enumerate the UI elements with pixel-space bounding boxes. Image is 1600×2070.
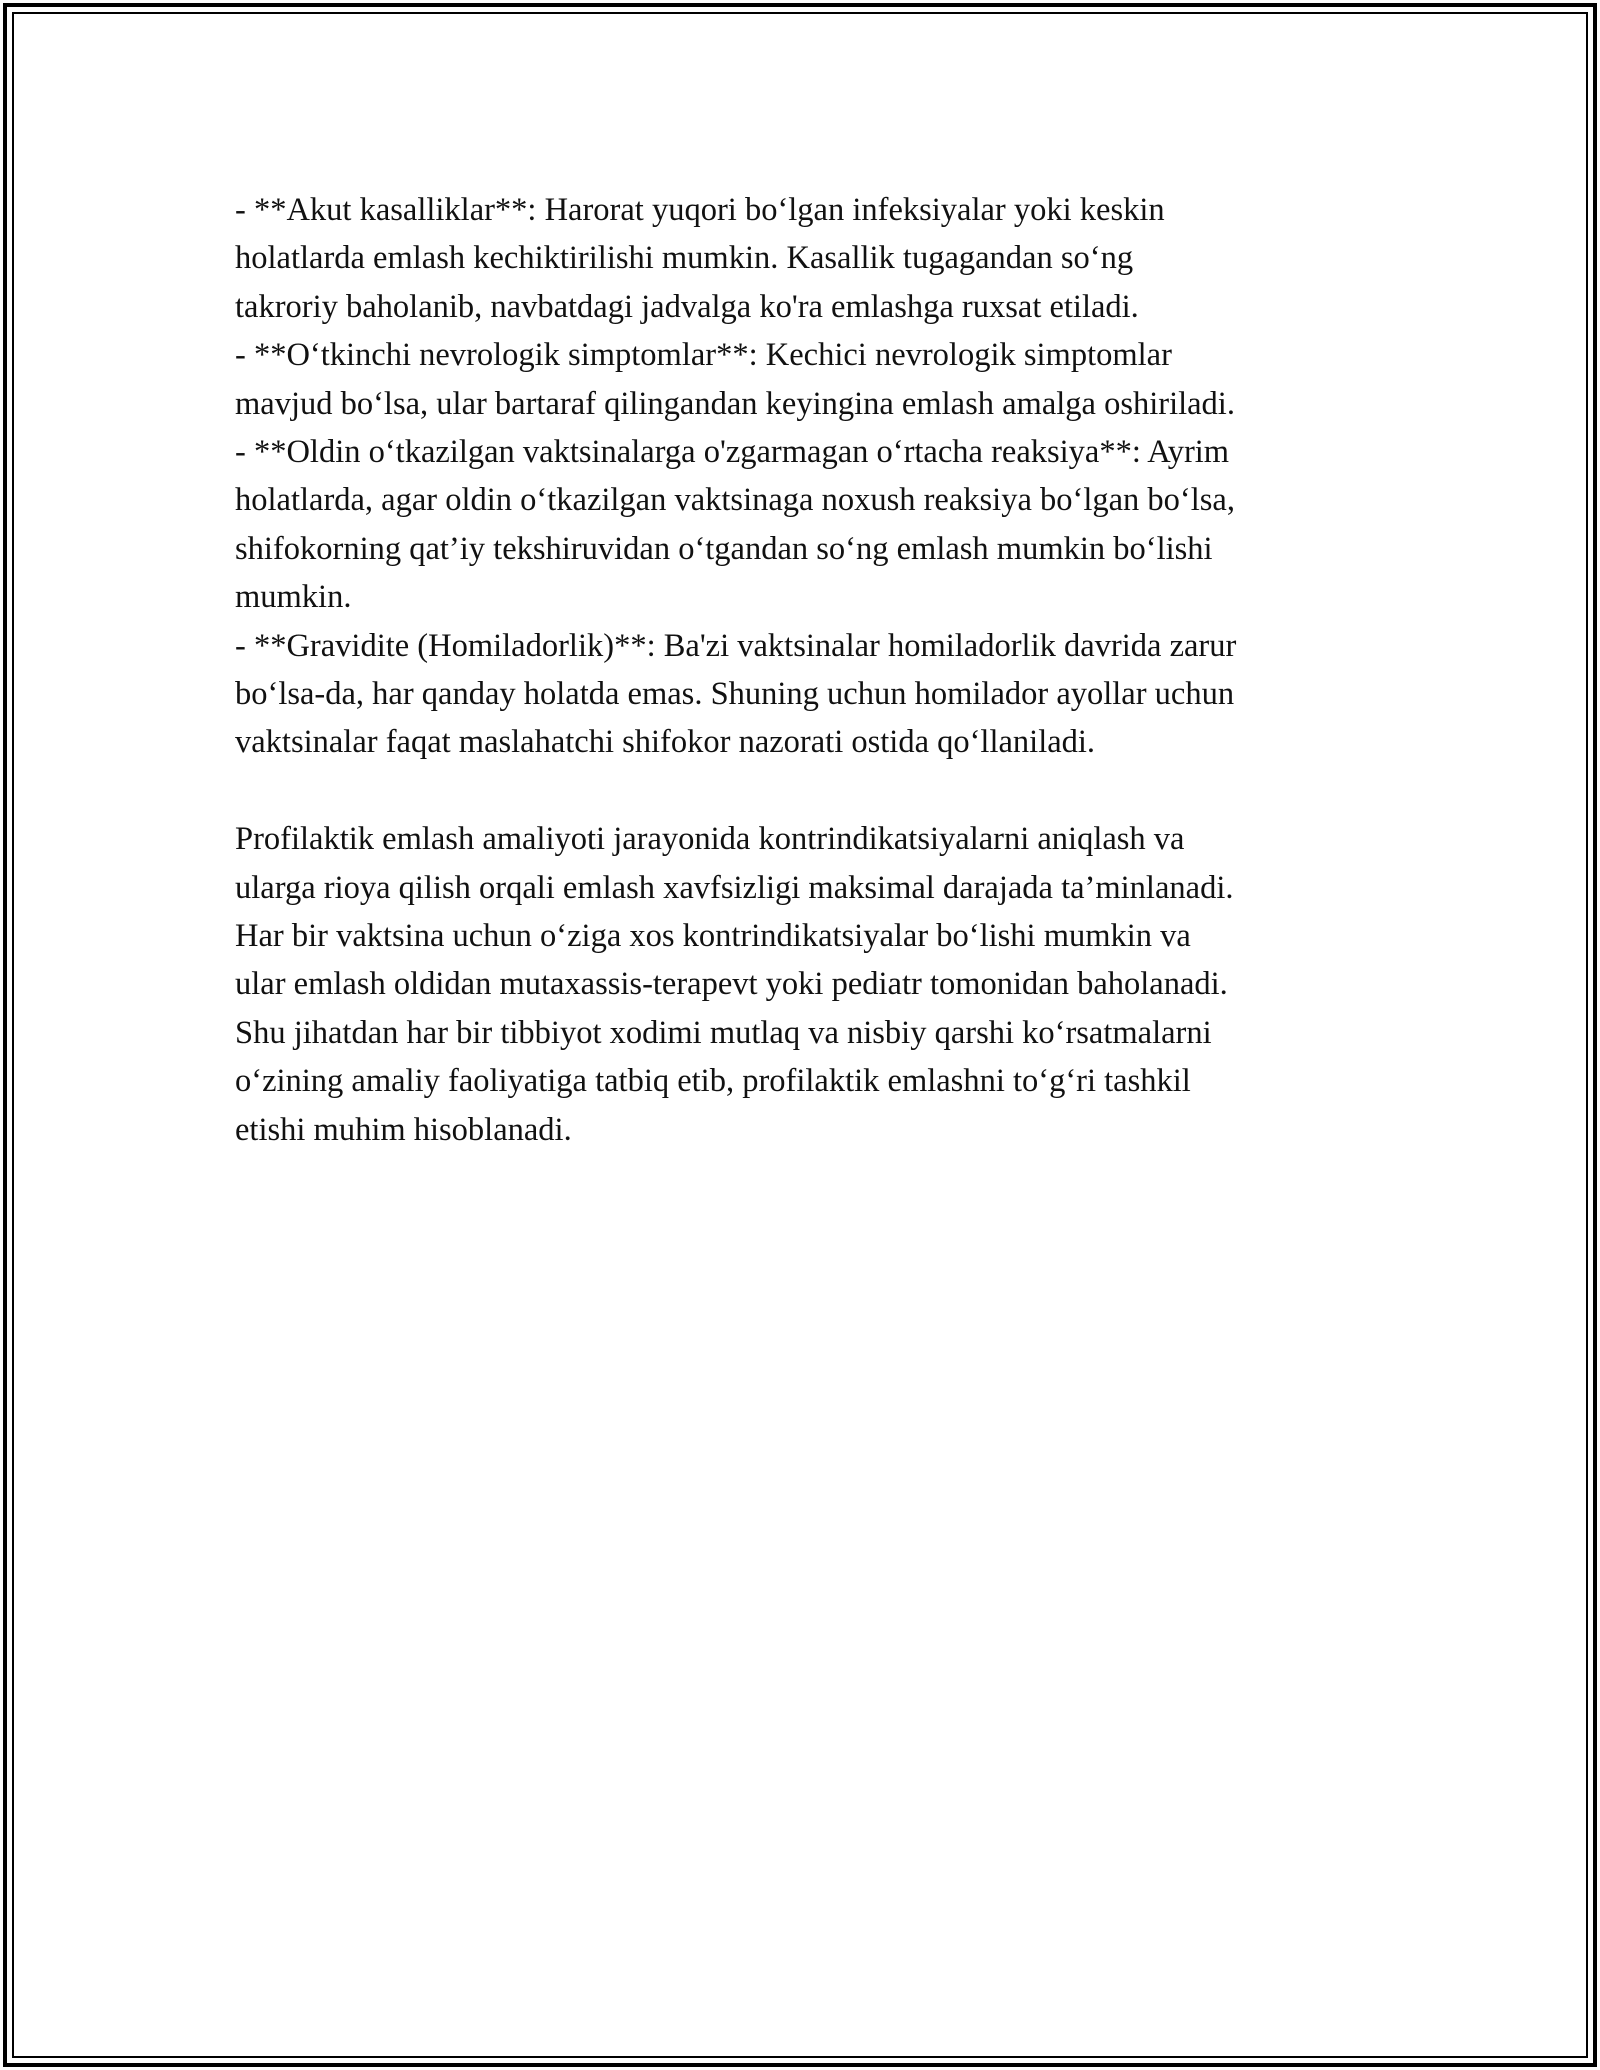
text-line: - **Akut kasalliklar**: Harorat yuqori bo‘lgan infeksiyalar yoki keskin [235,192,1165,228]
text-line: - **Oldin o‘tkazilgan vaktsinalarga o'zgarmagan o‘rtacha reaksiya**: Ayrim [235,434,1230,471]
text-line: ular emlash oldidan mutaxassis-terapevt yoki pediatr tomonidan baholanadi. [235,966,1228,1003]
text-line: holatlarda, agar oldin o‘tkazilgan vaktsinaga noxush reaksiya bo‘lgan bo‘lsa, [235,482,1235,519]
document-body [235,186,1370,1154]
closing-paragraph [235,815,1370,1154]
text-line: etishi muhim hisoblanadi. [235,1111,572,1148]
text-line: bo‘lsa-da, har qanday holatda emas. Shuning uchun homilador ayollar uchun [235,676,1235,713]
text-line: Har bir vaktsina uchun o‘ziga xos kontrindikatsiyalar bo‘lishi mumkin va [235,918,1191,955]
text-line: holatlarda emlash kechiktirilishi mumkin. Kasallik tugagandan so‘ng [235,240,1134,277]
paragraph-gap [235,767,1370,815]
text-line: Profilaktik emlash amaliyoti jarayonida kontrindikatsiyalarni aniqlash va [235,821,1185,858]
text-line: o‘zining amaliy faoliyatiga tatbiq etib, profilaktik emlashni to‘g‘ri tashkil [235,1063,1191,1100]
text-line: Shu jihatdan har bir tibbiyot xodimi mutlaq va nisbiy qarshi ko‘rsatmalarni [235,1014,1212,1051]
text-line: mumkin. [235,579,352,616]
contraindication-list [235,186,1370,767]
text-line: vaktsinalar faqat maslahatchi shifokor nazorati ostida qo‘llaniladi. [235,724,1096,761]
text-line: takroriy baholanib, navbatdagi jadvalga ko'ra emlashga ruxsat etiladi. [235,288,1139,325]
text-line: mavjud bo‘lsa, ular bartaraf qilingandan keyingina emlash amalga oshiriladi. [235,385,1235,422]
text-line: - **Gravidite (Homiladorlik)**: Ba'zi vaktsinalar homiladorlik davrida zarur [235,627,1237,664]
text-line: shifokorning qat’iy tekshiruvidan o‘tgandan so‘ng emlash mumkin bo‘lishi [235,530,1213,567]
text-line: ularga rioya qilish orqali emlash xavfsizligi maksimal darajada ta’minlanadi. [235,869,1234,906]
text-line: - **O‘tkinchi nevrologik simptomlar**: Kechici nevrologik simptomlar [235,337,1172,374]
